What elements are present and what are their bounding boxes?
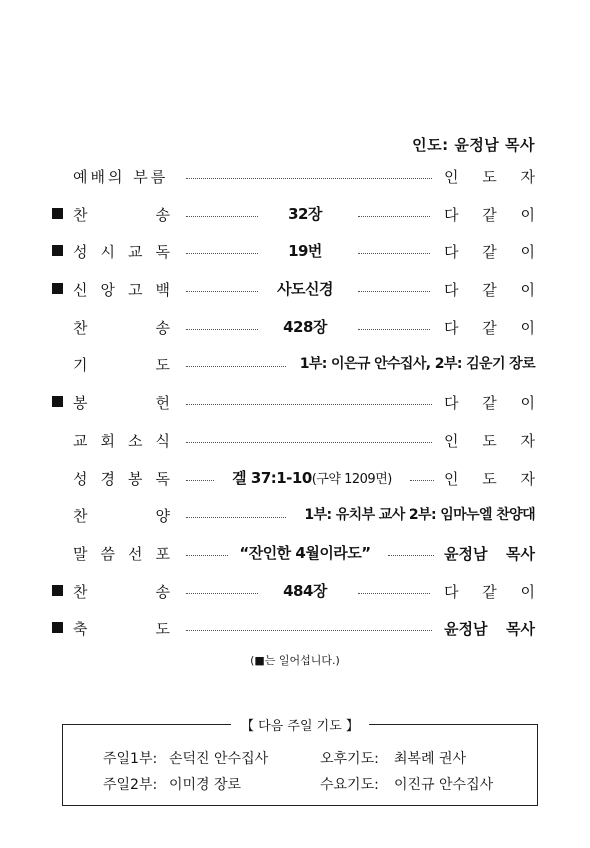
order-row — [0, 273, 590, 311]
prayer-role: 주일1부: — [103, 751, 158, 767]
order-label: 찬 송 — [73, 205, 170, 224]
dot-leader — [358, 329, 430, 330]
dot-leader — [186, 253, 258, 254]
order-label: 성 시 교 독 — [73, 243, 170, 262]
order-performer: 다 같 이 — [444, 582, 535, 601]
order-row — [0, 424, 590, 462]
stand-marker-icon — [52, 283, 63, 294]
prayer-role: 주일2부: — [103, 777, 158, 793]
order-label: 성 경 봉 독 — [73, 469, 170, 488]
order-label: 봉 헌 — [73, 394, 170, 413]
order-performer: 다 같 이 — [444, 394, 535, 413]
order-detail: 484장 — [283, 581, 327, 600]
order-row — [0, 386, 590, 424]
dot-leader — [186, 517, 286, 518]
dot-leader — [186, 216, 258, 217]
order-detail: 사도신경 — [277, 280, 333, 299]
order-performer: 인 도 자 — [444, 168, 535, 186]
order-performer: 윤정남 목사 — [444, 620, 535, 639]
prayer-name: 손덕진 안수집사 — [169, 751, 269, 767]
order-label: 찬 송 — [73, 582, 170, 601]
order-label: 말 씀 선 포 — [73, 544, 170, 563]
order-row — [0, 235, 590, 273]
dot-leader — [358, 216, 430, 217]
prayer-name: 이진규 안수집사 — [394, 777, 494, 793]
stand-marker-icon — [52, 585, 63, 596]
order-performer: 다 같 이 — [444, 281, 535, 300]
order-performer: 다 같 이 — [444, 243, 535, 262]
dot-leader — [186, 630, 432, 631]
order-detail: 32장 — [288, 204, 322, 223]
dot-leader — [410, 480, 434, 481]
stand-marker-icon — [52, 208, 63, 219]
dot-leader — [186, 291, 258, 292]
prayer-name: 최복례 권사 — [394, 751, 467, 767]
order-row — [0, 499, 590, 537]
standing-note: (■는 일어섭니다.) — [250, 654, 340, 667]
order-row — [0, 348, 590, 386]
dot-leader — [358, 291, 430, 292]
order-row — [0, 537, 590, 575]
dot-leader — [358, 253, 430, 254]
prayer-item — [103, 774, 241, 794]
dot-leader — [186, 178, 432, 179]
order-row — [0, 462, 590, 500]
stand-marker-icon — [52, 622, 63, 633]
worship-order-list — [0, 160, 590, 650]
order-label: 신 앙 고 백 — [73, 281, 170, 300]
prayer-item — [320, 774, 493, 794]
order-performer: 윤정남 목사 — [444, 544, 535, 563]
order-row — [0, 160, 590, 198]
order-row — [0, 198, 590, 236]
order-performer: 인 도 자 — [444, 431, 535, 450]
presider-line: 인도: 윤정남 목사 — [412, 136, 535, 154]
order-performer: 1부: 유치부 교사 2부: 임마누엘 찬양대 — [304, 507, 535, 524]
order-detail: 19번 — [288, 242, 322, 261]
order-detail: 428장 — [283, 317, 327, 336]
order-label: 교 회 소 식 — [73, 431, 170, 450]
dot-leader — [388, 555, 434, 556]
order-performer: 다 같 이 — [444, 205, 535, 224]
order-row — [0, 612, 590, 650]
order-label: 기 도 — [73, 356, 170, 375]
order-performer: 인 도 자 — [444, 469, 535, 488]
dot-leader — [186, 593, 258, 594]
prayer-role: 수요기도: — [320, 777, 379, 793]
dot-leader — [186, 442, 432, 443]
order-label: 예배의 부름 — [73, 168, 169, 186]
prayer-name: 이미경 장로 — [169, 777, 242, 793]
dot-leader — [186, 404, 432, 405]
dot-leader — [186, 480, 214, 481]
prayer-box-title: 【 다음 주일 기도 】 — [231, 715, 369, 734]
stand-marker-icon — [52, 396, 63, 407]
dot-leader — [186, 366, 286, 367]
order-detail: “잔인한 4월이라도” — [239, 543, 371, 562]
next-week-prayer-box — [62, 719, 538, 806]
order-performer: 다 같 이 — [444, 318, 535, 337]
stand-marker-icon — [52, 245, 63, 256]
order-row — [0, 575, 590, 613]
prayer-item — [103, 748, 268, 768]
order-label: 찬 송 — [73, 318, 170, 337]
prayer-item — [320, 748, 466, 768]
dot-leader — [186, 329, 258, 330]
prayer-role: 오후기도: — [320, 751, 379, 767]
order-performer: 1부: 이은규 안수집사, 2부: 김운기 장로 — [299, 356, 535, 373]
dot-leader — [358, 593, 430, 594]
order-row — [0, 311, 590, 349]
dot-leader — [186, 555, 228, 556]
order-label: 축 도 — [73, 620, 170, 639]
order-detail: 겔 37:1-10(구약 1209면) — [232, 468, 392, 487]
order-label: 찬 양 — [73, 507, 170, 526]
